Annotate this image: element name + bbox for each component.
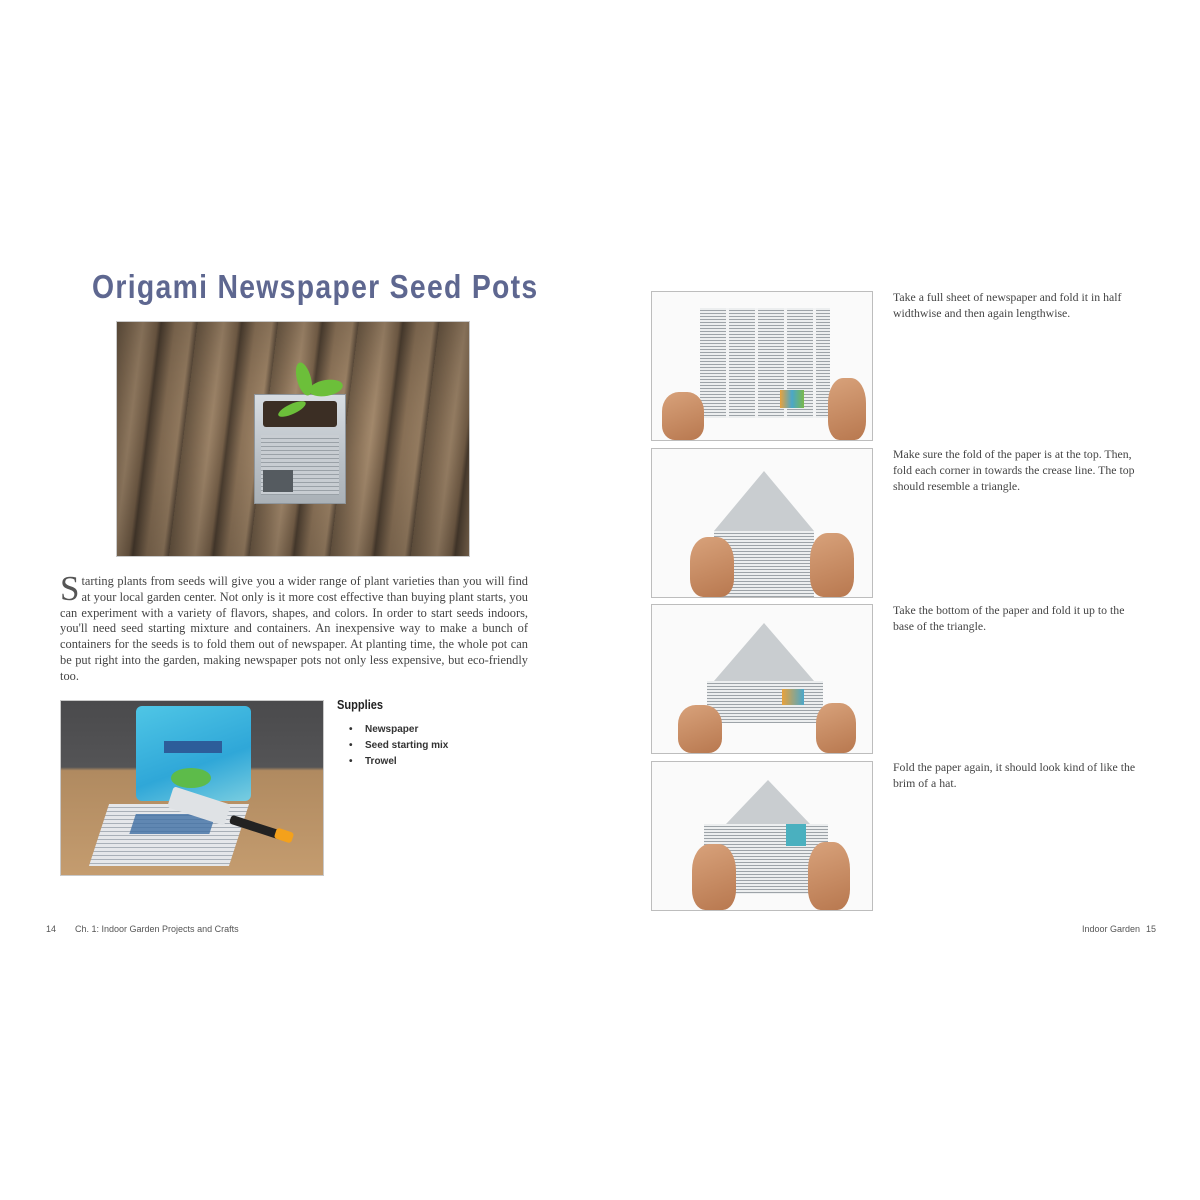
step-2-photo — [651, 448, 873, 598]
right-running-head: Indoor Garden — [1082, 924, 1141, 934]
step-4-text: Fold the paper again, it should look kind of like the brim of a hat. — [893, 760, 1136, 790]
step-3-photo — [651, 604, 873, 754]
supplies-photo — [60, 700, 324, 876]
intro-paragraph — [60, 569, 528, 685]
intro-text: tarting plants from seeds will give you a wider range of plant varieties than you will find at your local garden center. Not only is it more cost effective than buying plant starts, you can experiment with a variety of flavors, shapes, and colors. In order to start seeds indoors, you'll need seed starting mixture and containers. An inexpensive way to make a bunch of containers for the seeds is to fold them out of newspaper. At planting time, the whole pot can be put right into the garden, making newspaper pots not only less expensive, but eco-friendly too. — [60, 574, 528, 683]
left-hand — [662, 392, 704, 440]
right-hand — [828, 378, 866, 440]
step-1-photo — [651, 291, 873, 441]
newspaper-seed-pot — [254, 394, 346, 504]
step-4-photo — [651, 761, 873, 911]
supplies-list — [337, 697, 448, 770]
supply-item: • Seed starting mix — [351, 738, 448, 754]
supplies-heading: Supplies — [337, 697, 384, 712]
drop-cap: S — [60, 569, 80, 608]
right-page-number: 15 — [1146, 924, 1157, 934]
step-2-text: Make sure the fold of the paper is at the top. Then, fold each corner in towards the crease line. The top should resemble a triangle. — [893, 447, 1135, 493]
supply-item: • Newspaper — [351, 722, 448, 738]
hero-photo — [116, 321, 470, 557]
step-1-text: Take a full sheet of newspaper and fold it in half widthwise and then again lengthwise. — [893, 290, 1122, 320]
supply-item: • Trowel — [351, 754, 448, 770]
step-3-text: Take the bottom of the paper and fold it up to the base of the triangle. — [893, 603, 1125, 633]
page-title: Origami Newspaper Seed Pots — [92, 268, 539, 305]
seed-starting-mix-bag — [136, 706, 251, 801]
left-page-number: 14 — [46, 924, 57, 934]
left-running-head: Ch. 1: Indoor Garden Projects and Crafts — [75, 924, 239, 934]
